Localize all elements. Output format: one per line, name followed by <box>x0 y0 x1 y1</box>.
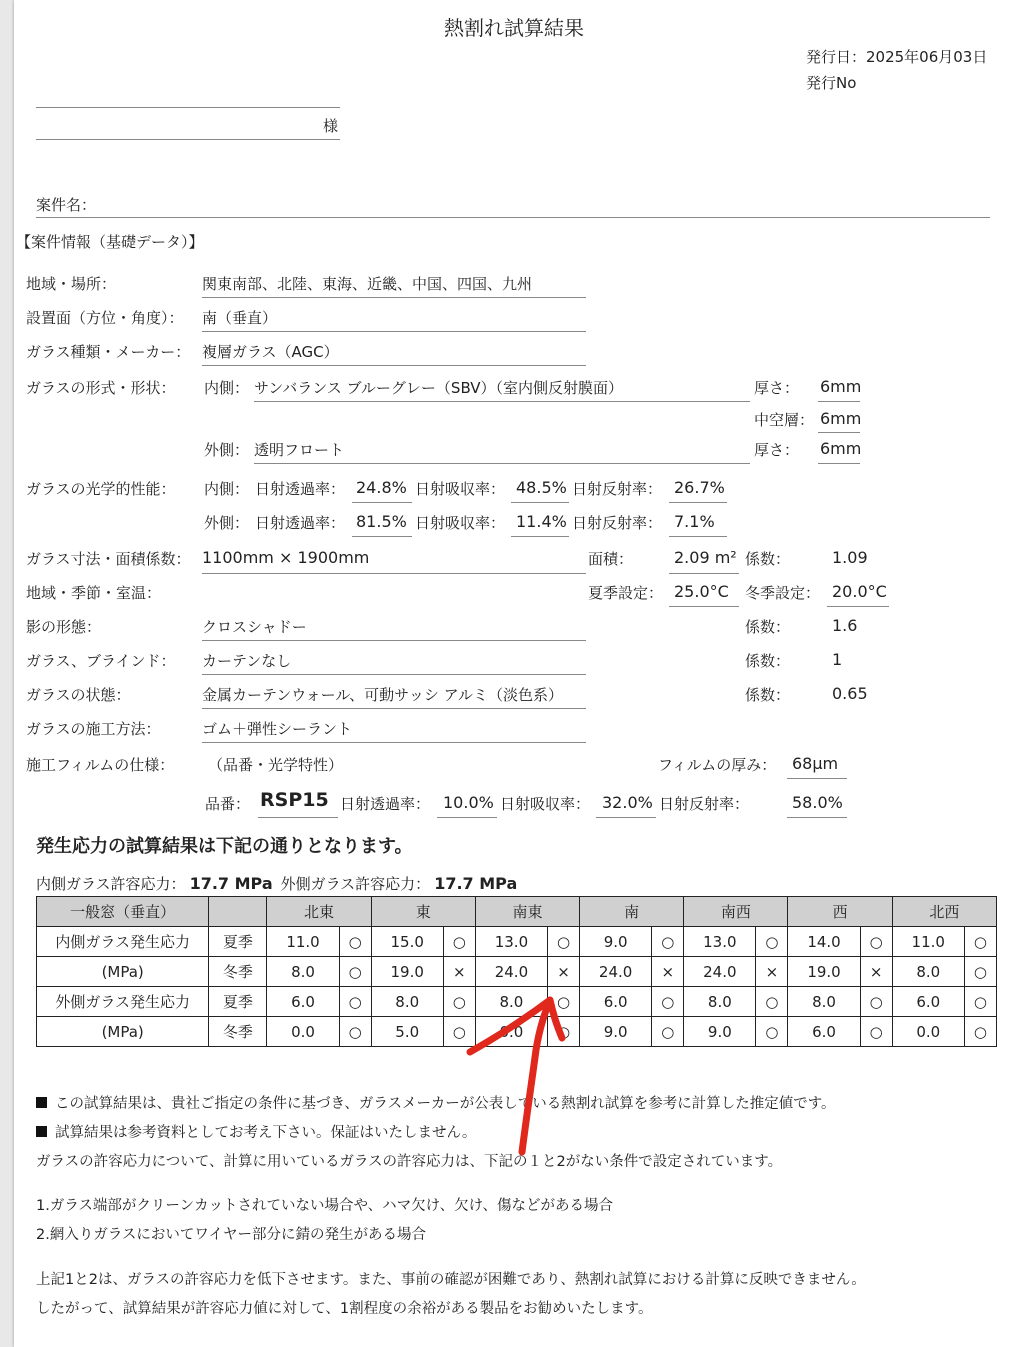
product-underline <box>258 817 338 818</box>
outer-glass-underline <box>254 463 750 464</box>
blind-label: ガラス、ブラインド： <box>26 652 176 670</box>
stress-value-cell: 8.0 <box>475 987 547 1017</box>
row-label: 内側ガラス発生応力 <box>37 927 209 957</box>
outer-reflect-label: 日射反射率： <box>572 514 663 532</box>
judgement-cell: × <box>756 957 788 987</box>
recipient-line <box>36 139 340 140</box>
judgement-cell: ○ <box>339 957 371 987</box>
inner-thickness-underline <box>818 401 860 402</box>
outer-reflect-underline <box>669 536 727 537</box>
outer-glass-value: 透明フロート <box>254 441 345 459</box>
note-1 <box>36 1092 836 1113</box>
note-5: 2.網入りガラスにおいてワイヤー部分に錆の発生がある場合 <box>36 1227 426 1243</box>
method-value: ゴム＋弾性シーラント <box>202 720 353 738</box>
film-reflect-label: 日射反射率： <box>659 795 750 813</box>
season-label: 地域・季節・室温： <box>26 584 162 602</box>
stress-value-cell: 6.0 <box>892 987 964 1017</box>
shadow-value: クロスシャドー <box>202 618 307 636</box>
orientation-underline <box>202 331 586 332</box>
note-2 <box>36 1121 476 1142</box>
shadow-underline <box>202 640 586 641</box>
winter-underline <box>827 606 889 607</box>
stress-value-cell: 8.0 <box>892 957 964 987</box>
outer-trans-underline <box>352 536 412 537</box>
season-cell: 夏季 <box>209 987 267 1017</box>
project-name-label: 案件名： <box>36 196 97 214</box>
area-coef-value: 1.09 <box>832 548 868 567</box>
film-spec: （品番・光学特性） <box>208 756 344 774</box>
note-4: 1.ガラス端部がクリーンカットされていない場合や、ハマ欠け、欠け、傷などがある場合 <box>36 1198 614 1214</box>
inner-allowable-label: 内側ガラス許容応力： <box>36 875 186 893</box>
winter-label: 冬季設定： <box>745 584 821 602</box>
judgement-cell: ○ <box>964 927 996 957</box>
dir-header: 南 <box>580 897 684 927</box>
air-layer-label: 中空層： <box>754 411 815 429</box>
judgement-cell: ○ <box>860 1017 892 1047</box>
outer-label: 外側： <box>204 441 250 459</box>
stress-value-cell: 9.0 <box>684 1017 756 1047</box>
size-value: 1100mm × 1900mm <box>202 548 370 567</box>
blind-coef-value: 1 <box>832 650 843 669</box>
inner-glass-underline <box>254 401 750 402</box>
state-coef-value: 0.65 <box>832 684 868 703</box>
stress-value-cell: 9.0 <box>580 927 652 957</box>
bullet-square-icon <box>36 1097 47 1108</box>
method-label: ガラスの施工方法： <box>26 720 161 738</box>
result-heading: 発生応力の試算結果は下記の通りとなります。 <box>36 836 413 857</box>
table-row <box>37 927 997 957</box>
judgement-cell: ○ <box>964 987 996 1017</box>
stress-value-cell: 11.0 <box>267 927 339 957</box>
note-7: したがって、試算結果が許容応力値に対して、1割程度の余裕がある製品をお勧めいたします。 <box>36 1301 653 1317</box>
season-header <box>209 897 267 927</box>
stress-value-cell: 8.0 <box>267 957 339 987</box>
air-layer-underline <box>818 432 860 433</box>
blind-coef-label: 係数： <box>745 652 791 670</box>
judgement-cell: ○ <box>443 1017 475 1047</box>
issue-number: 発行No <box>806 74 857 92</box>
judgement-cell: ○ <box>756 987 788 1017</box>
stress-value-cell: 6.0 <box>580 987 652 1017</box>
outer-trans-value: 81.5% <box>356 512 407 531</box>
film-thickness-underline <box>787 778 847 779</box>
stress-value-cell: 0.0 <box>892 1017 964 1047</box>
area-value: 2.09 m² <box>674 548 737 567</box>
glass-form-label: ガラスの形式・形状： <box>26 379 176 397</box>
row-label: (MPa) <box>37 957 209 987</box>
dir-header: 北西 <box>892 897 996 927</box>
stress-value-cell: 0.0 <box>267 1017 339 1047</box>
inner-glass-value: サンバランス ブルーグレー（SBV）（室内側反射膜面） <box>254 379 624 397</box>
stress-value-cell: 24.0 <box>580 957 652 987</box>
note-1-text: この試算結果は、貴社ご指定の条件に基づき、ガラスメーカーが公表している熱割れ試算を参考に計算した推定値です。 <box>55 1096 836 1112</box>
document-title: 熱割れ試算結果 <box>444 16 584 40</box>
inner-label: 内側： <box>204 379 250 397</box>
table-row <box>37 957 997 987</box>
stress-value-cell: 0.0 <box>475 1017 547 1047</box>
dir-header: 南東 <box>475 897 579 927</box>
optical-inner-label: 内側： <box>204 480 250 498</box>
inner-reflect-value: 26.7% <box>674 478 725 497</box>
product-label: 品番： <box>205 795 251 813</box>
air-layer-value: 6mm <box>820 409 862 428</box>
film-trans-underline <box>437 817 497 818</box>
inner-allowable-value: 17.7 MPa <box>189 874 273 893</box>
dir-header: 北東 <box>267 897 371 927</box>
judgement-cell: ○ <box>443 987 475 1017</box>
stress-value-cell: 13.0 <box>475 927 547 957</box>
judgement-cell: ○ <box>756 1017 788 1047</box>
stress-value-cell: 15.0 <box>371 927 443 957</box>
outer-reflect-value: 7.1% <box>674 512 715 531</box>
judgement-cell: ○ <box>548 1017 580 1047</box>
stress-value-cell: 14.0 <box>788 927 860 957</box>
stress-value-cell: 13.0 <box>684 927 756 957</box>
glass-type-underline <box>202 365 586 366</box>
dir-header: 東 <box>371 897 475 927</box>
stress-value-cell: 5.0 <box>371 1017 443 1047</box>
bullet-square-icon <box>36 1126 47 1137</box>
section-title: 【案件情報（基礎データ）】 <box>16 233 204 251</box>
inner-trans-label: 日射透過率： <box>255 480 346 498</box>
judgement-cell: ○ <box>339 987 371 1017</box>
product-code: RSP15 <box>260 789 329 811</box>
inner-absorb-label: 日射吸収率： <box>415 480 506 498</box>
judgement-cell: ○ <box>339 927 371 957</box>
inner-trans-underline <box>352 502 412 503</box>
table-header-row <box>37 897 997 927</box>
state-value: 金属カーテンウォール、可動サッシ アルミ（淡色系） <box>202 686 564 704</box>
outer-allowable-value: 17.7 MPa <box>434 874 518 893</box>
film-trans-value: 10.0% <box>443 793 494 812</box>
state-coef-label: 係数： <box>745 686 791 704</box>
stress-value-cell: 8.0 <box>788 987 860 1017</box>
season-cell: 夏季 <box>209 927 267 957</box>
row-label: (MPa) <box>37 1017 209 1047</box>
outer-thickness-label: 厚さ： <box>754 441 800 459</box>
judgement-cell: ○ <box>548 927 580 957</box>
issue-date: 発行日：2025年06月03日 <box>806 48 988 66</box>
inner-reflect-underline <box>669 502 727 503</box>
row-label: 外側ガラス発生応力 <box>37 987 209 1017</box>
judgement-cell: ○ <box>964 1017 996 1047</box>
judgement-cell: × <box>652 957 684 987</box>
judgement-cell: ○ <box>860 927 892 957</box>
shadow-coef-label: 係数： <box>745 618 791 636</box>
judgement-cell: ○ <box>652 1017 684 1047</box>
film-reflect-underline <box>787 817 847 818</box>
film-absorb-label: 日射吸収率： <box>500 795 591 813</box>
film-absorb-underline <box>596 817 656 818</box>
judgement-cell: ○ <box>652 927 684 957</box>
stress-value-cell: 9.0 <box>580 1017 652 1047</box>
summer-value: 25.0°C <box>674 582 729 601</box>
inner-absorb-value: 48.5% <box>516 478 567 497</box>
shadow-label: 影の形態： <box>26 618 102 636</box>
note-3: ガラスの許容応力について、計算に用いているガラスの許容応力は、下記の１と2がない条件で設定されています。 <box>36 1154 783 1170</box>
season-cell: 冬季 <box>209 957 267 987</box>
judgement-cell: ○ <box>652 987 684 1017</box>
judgement-cell: ○ <box>964 957 996 987</box>
film-thickness-value: 68μm <box>792 754 839 773</box>
summer-underline <box>669 606 739 607</box>
size-label: ガラス寸法・面積係数： <box>26 550 191 568</box>
red-arrow-annotation <box>454 990 594 1160</box>
recipient-line-top <box>36 107 340 108</box>
inner-thickness-label: 厚さ： <box>754 379 800 397</box>
note-6: 上記1と2は、ガラスの許容応力を低下させます。また、事前の確認が困難であり、熱割れ試算における計算に反映できません。 <box>36 1272 866 1288</box>
blind-underline <box>202 674 586 675</box>
blind-value: カーテンなし <box>202 652 292 670</box>
judgement-cell: ○ <box>860 987 892 1017</box>
stress-value-cell: 19.0 <box>371 957 443 987</box>
allowable-stress-line <box>36 873 517 894</box>
judgement-cell: × <box>548 957 580 987</box>
judgement-cell: × <box>443 957 475 987</box>
document-page <box>14 0 1024 1347</box>
film-reflect-value: 58.0% <box>792 793 843 812</box>
stress-value-cell: 8.0 <box>371 987 443 1017</box>
summer-label: 夏季設定： <box>588 584 664 602</box>
outer-absorb-underline <box>511 536 569 537</box>
film-thickness-label: フィルムの厚み： <box>658 756 777 774</box>
size-underline <box>202 573 586 574</box>
outer-absorb-label: 日射吸収率： <box>415 514 506 532</box>
area-label: 面積： <box>588 550 634 568</box>
stress-value-cell: 6.0 <box>788 1017 860 1047</box>
inner-trans-value: 24.8% <box>356 478 407 497</box>
stress-value-cell: 19.0 <box>788 957 860 987</box>
outer-thickness-underline <box>818 463 860 464</box>
inner-reflect-label: 日射反射率： <box>572 480 663 498</box>
optical-label: ガラスの光学的性能： <box>26 480 176 498</box>
dir-header: 西 <box>788 897 892 927</box>
winter-value: 20.0°C <box>832 582 887 601</box>
stress-value-cell: 6.0 <box>267 987 339 1017</box>
inner-thickness-value: 6mm <box>820 377 862 396</box>
state-underline <box>202 708 586 709</box>
state-label: ガラスの状態： <box>26 686 131 704</box>
region-underline <box>202 297 586 298</box>
season-cell: 冬季 <box>209 1017 267 1047</box>
orientation-label: 設置面（方位・角度）： <box>26 309 184 327</box>
stress-value-cell: 11.0 <box>892 927 964 957</box>
outer-thickness-value: 6mm <box>820 439 862 458</box>
inner-absorb-underline <box>511 502 569 503</box>
film-absorb-value: 32.0% <box>602 793 653 812</box>
outer-absorb-value: 11.4% <box>516 512 567 531</box>
glass-type-label: ガラス種類・メーカー： <box>26 343 191 361</box>
optical-outer-label: 外側： <box>204 514 250 532</box>
outer-allowable-label: 外側ガラス許容応力： <box>280 875 431 893</box>
stress-value-cell: 8.0 <box>684 987 756 1017</box>
stress-value-cell: 24.0 <box>475 957 547 987</box>
film-trans-label: 日射透過率： <box>340 795 431 813</box>
region-label: 地域・場所： <box>26 275 117 293</box>
film-label: 施工フィルムの仕様： <box>26 756 175 774</box>
region-value: 関東南部、北陸、東海、近畿、中国、四国、九州 <box>202 275 533 293</box>
shadow-coef-value: 1.6 <box>832 616 858 635</box>
glass-type-value: 複層ガラス（AGC） <box>202 343 339 361</box>
area-underline <box>669 573 739 574</box>
outer-trans-label: 日射透過率： <box>255 514 346 532</box>
stress-value-cell: 24.0 <box>684 957 756 987</box>
area-coef-label: 係数： <box>745 550 791 568</box>
note-2-text: 試算結果は参考資料としてお考え下さい。保証はいたしません。 <box>55 1125 477 1141</box>
judgement-cell: ○ <box>756 927 788 957</box>
method-underline <box>202 742 586 743</box>
judgement-cell: ○ <box>339 1017 371 1047</box>
judgement-cell: ○ <box>548 987 580 1017</box>
recipient-suffix: 様 <box>323 117 339 135</box>
project-name-line <box>36 217 990 218</box>
judgement-cell: × <box>860 957 892 987</box>
table-corner: 一般窓（垂直） <box>37 897 209 927</box>
judgement-cell: ○ <box>443 927 475 957</box>
dir-header: 南西 <box>684 897 788 927</box>
orientation-value: 南（垂直） <box>202 309 278 327</box>
